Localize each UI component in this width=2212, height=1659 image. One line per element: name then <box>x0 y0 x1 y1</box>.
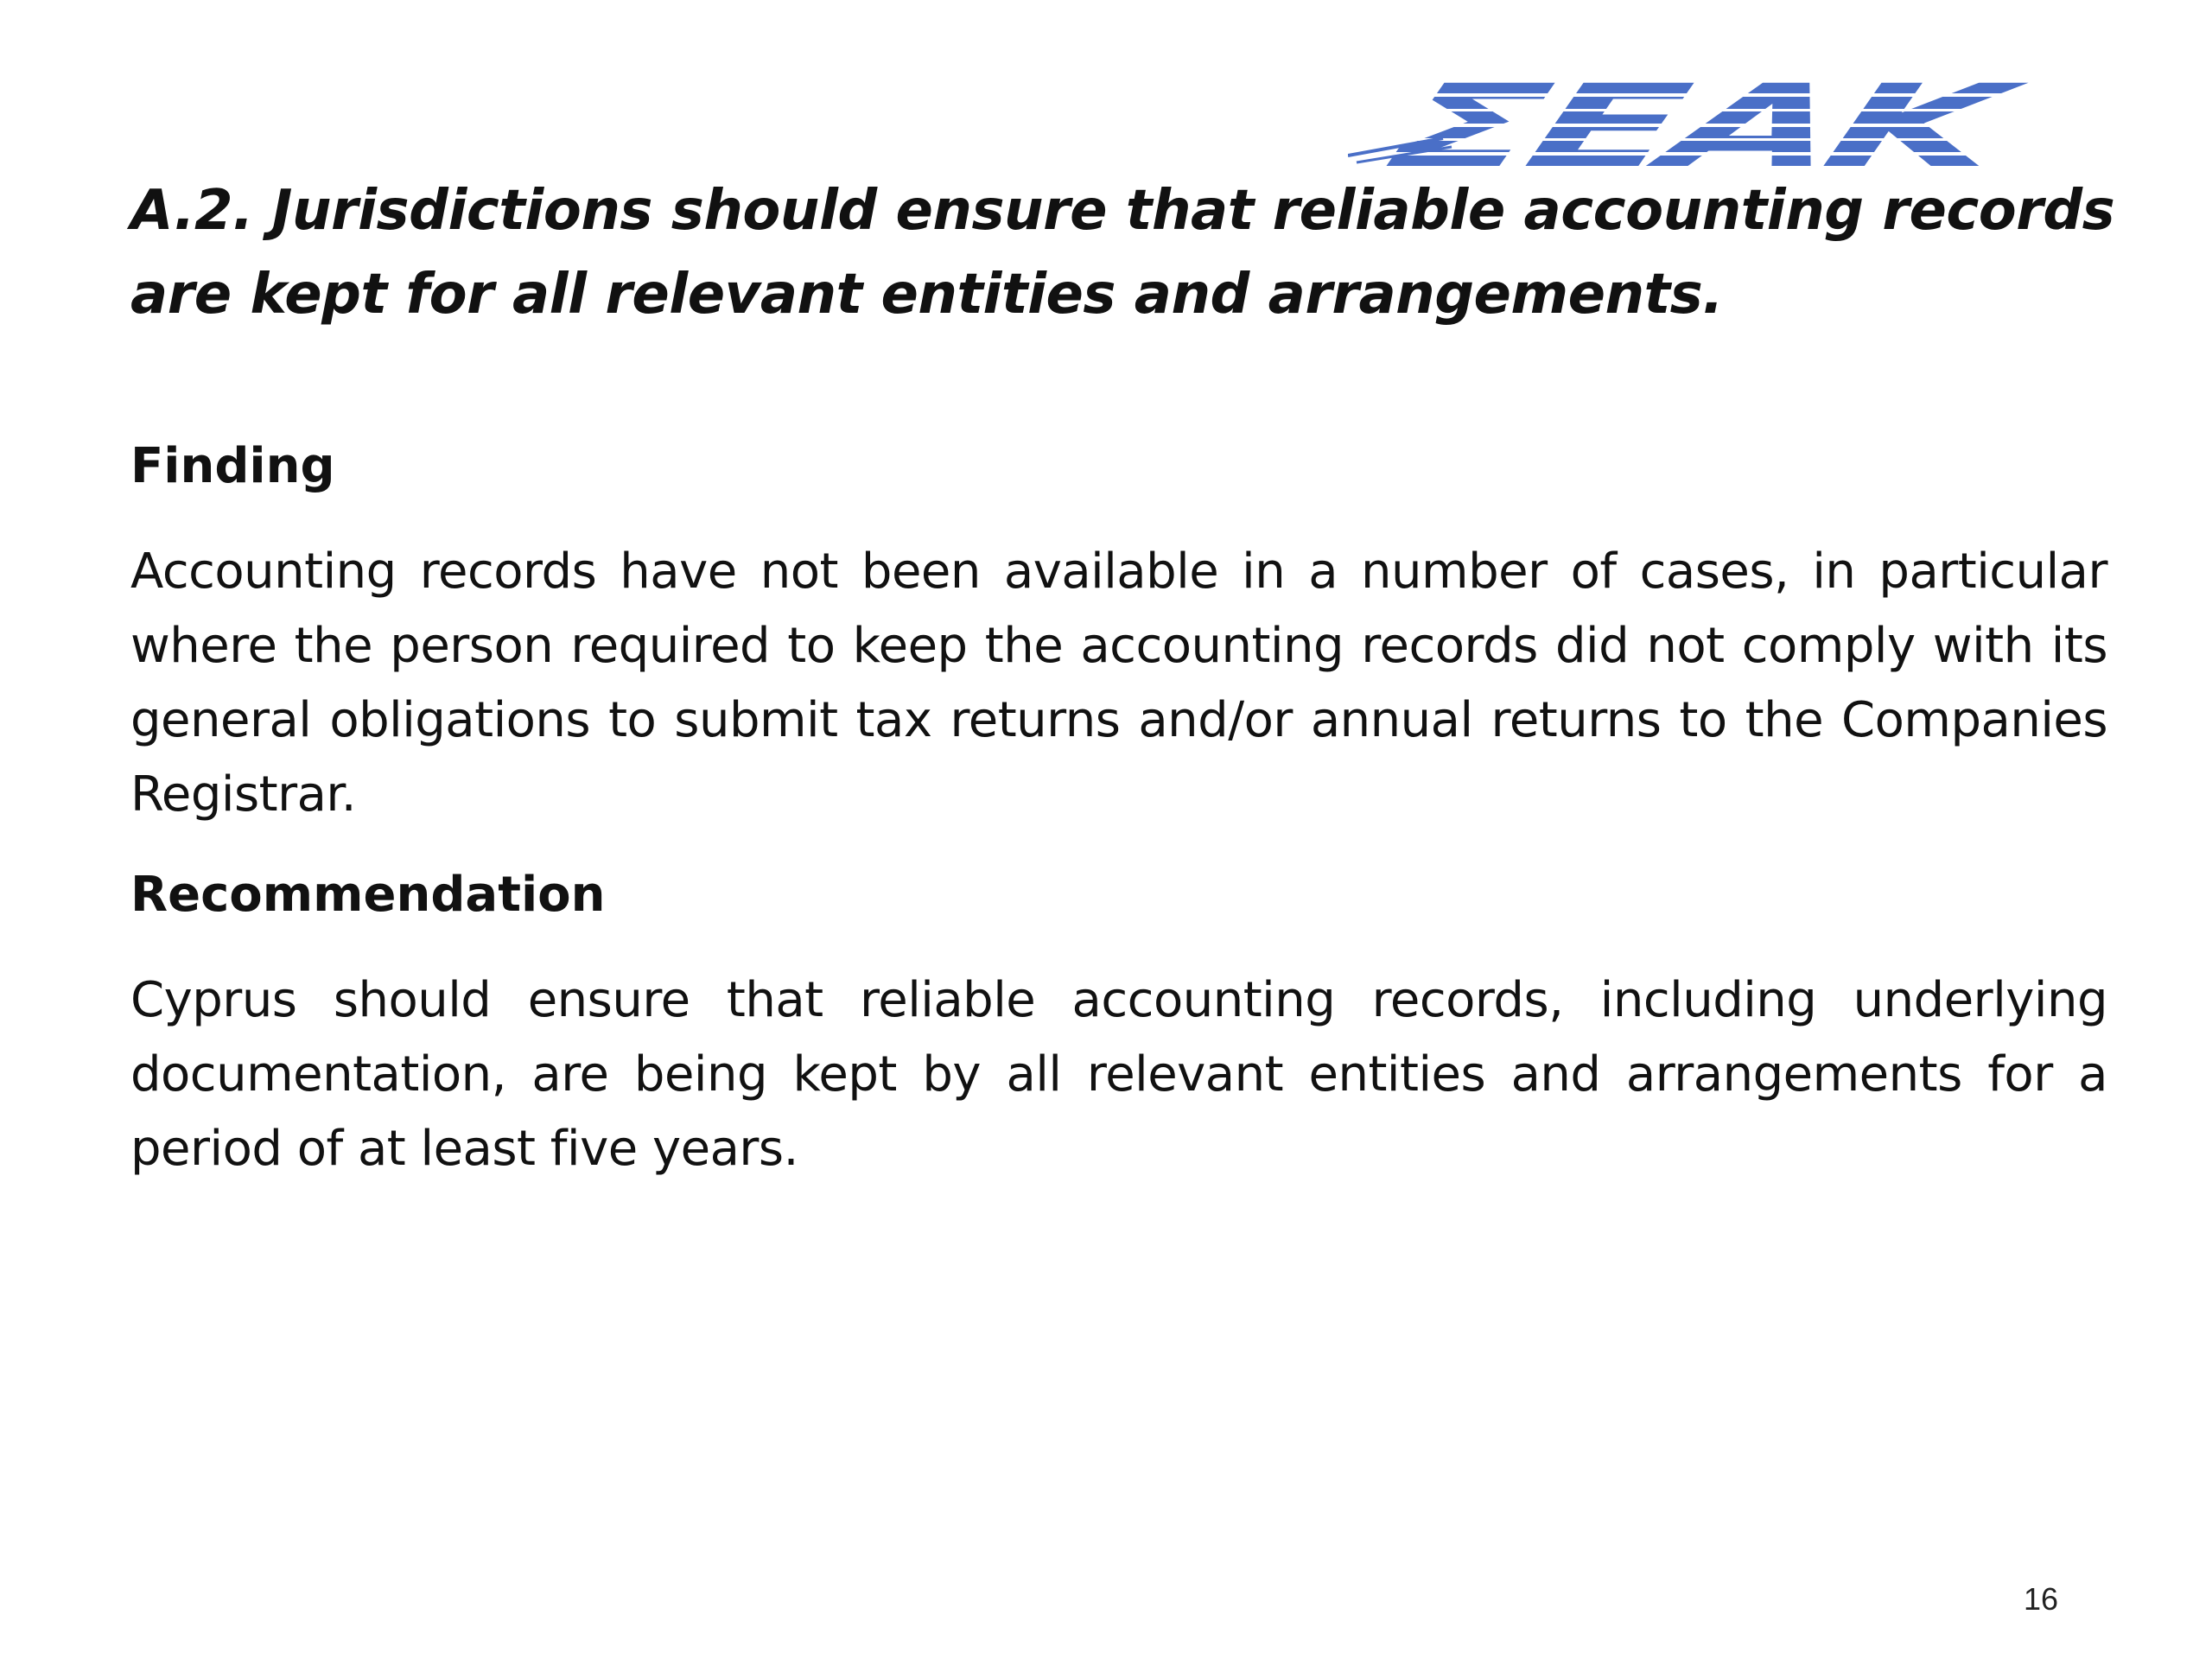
finding-text: Accounting records have not been available in a number of cases, in particular where the person required to keep the accounting records did not comply with its general obligations to submit tax returns and/or annual returns to the Companies Registrar. <box>130 543 2107 823</box>
seak-logo <box>1348 76 2039 171</box>
recommendation-text: Cyprus should ensure that reliable accounting records, including underlying documentation, are being kept by all relevant entities and arrangements for a period of at least five years. <box>130 972 2107 1177</box>
recommendation-heading: Recommendation <box>130 867 606 923</box>
page-number: 16 <box>2023 1581 2058 1617</box>
finding-heading: Finding <box>130 438 335 494</box>
slide-title: A.2. Jurisdictions should ensure that reliable accounting records are kept for all relevant entities and arrangements. <box>130 179 2115 327</box>
